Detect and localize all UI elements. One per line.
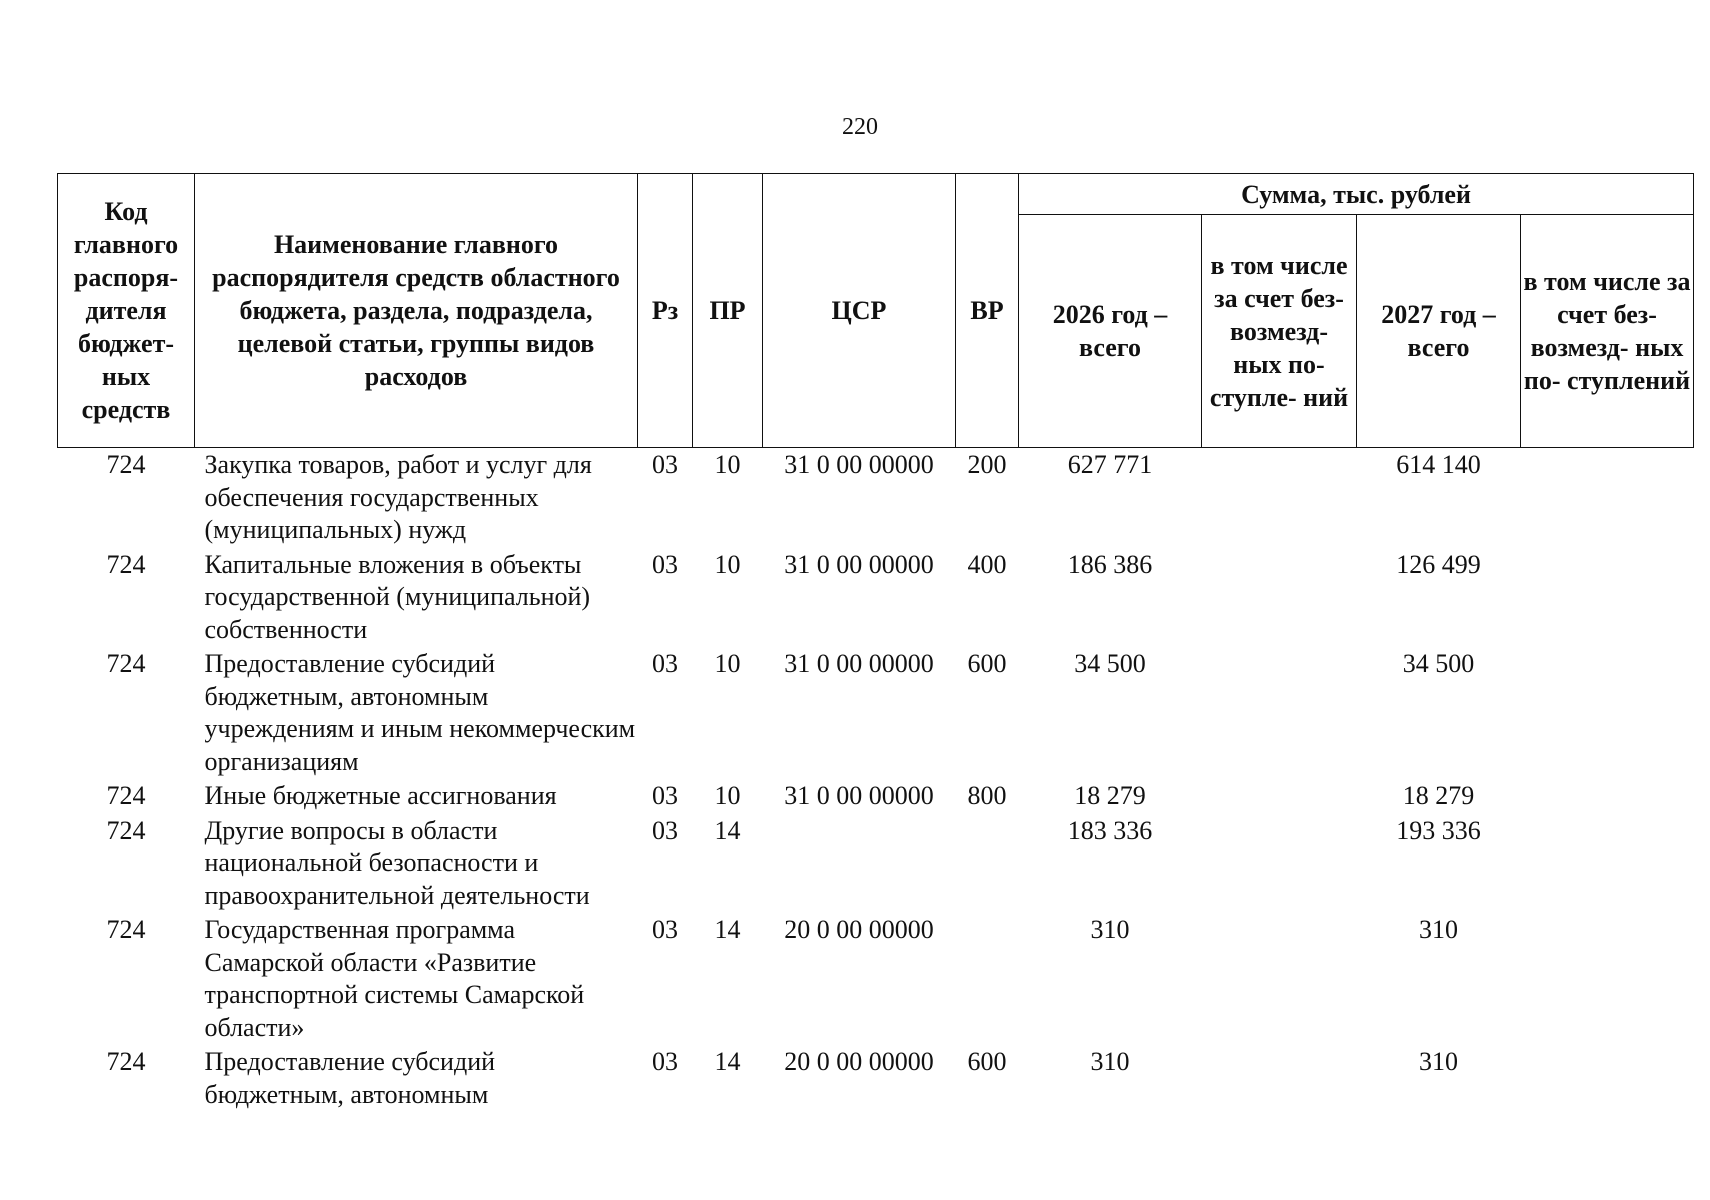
table-row [58, 779, 1694, 814]
header-2027-gratis: в том числе за счет без- возмезд- ных по- ступлений [1521, 215, 1694, 448]
cell-code: 724 [106, 649, 146, 678]
cell-code: 724 [106, 1047, 146, 1076]
cell-2027-total: 310 [1419, 1047, 1458, 1076]
cell-csr: 20 0 00 00000 [784, 1047, 934, 1076]
table-row [58, 647, 1694, 779]
cell-rz: 03 [652, 1047, 678, 1076]
cell-2027-total: 126 499 [1396, 549, 1481, 579]
cell-rz: 03 [652, 915, 678, 944]
cell-2027-gratis [1521, 814, 1694, 914]
cell-rz: 03 [652, 450, 678, 479]
cell-code: 724 [106, 915, 146, 944]
budget-table [57, 173, 1694, 1112]
cell-pr: 14 [714, 1047, 741, 1076]
cell-vr [956, 913, 1019, 1045]
cell-vr: 200 [967, 450, 1007, 479]
cell-code: 724 [106, 549, 146, 579]
cell-vr: 400 [967, 549, 1007, 579]
cell-2026-gratis [1202, 647, 1357, 779]
table-body [58, 448, 1694, 1113]
cell-csr: 31 0 00 00000 [784, 781, 934, 810]
cell-vr: 600 [967, 649, 1007, 678]
header-csr: ЦСР [763, 174, 956, 448]
cell-pr: 10 [714, 450, 741, 479]
cell-2026-total: 183 336 [1067, 815, 1153, 845]
table-row [58, 1045, 1694, 1112]
table-row [58, 548, 1694, 648]
cell-name: Предоставление субсидий бюджетным, автономным учреждениям и иным некоммерческим организациям [204, 649, 636, 776]
header-sum: Сумма, тыс. рублей [1019, 174, 1694, 215]
cell-name: Закупка товаров, работ и услуг для обеспечения государственных (муниципальных) нужд [204, 450, 592, 544]
cell-pr: 10 [714, 549, 741, 579]
cell-pr: 10 [714, 649, 741, 678]
header-name: Наименование главного распорядителя средств областного бюджета, раздела, подраздела, целевой статьи, группы видов расходов [195, 174, 638, 448]
cell-vr: 800 [967, 781, 1007, 810]
cell-2026-total: 310 [1090, 915, 1130, 944]
cell-2026-gratis [1202, 913, 1357, 1045]
cell-code: 724 [106, 450, 146, 479]
cell-name: Иные бюджетные ассигнования [204, 781, 557, 810]
header-vr: ВР [956, 174, 1019, 448]
cell-code: 724 [106, 815, 146, 845]
page-number: 220 [842, 114, 878, 140]
cell-code: 724 [106, 781, 146, 810]
cell-2027-gratis [1521, 448, 1694, 548]
header-2026-gratis: в том числе за счет без- возмезд- ных по- ступле- ний [1202, 215, 1357, 448]
cell-2027-total: 614 140 [1396, 450, 1481, 479]
cell-2026-gratis [1202, 448, 1357, 548]
cell-name: Капитальные вложения в объекты государственной (муниципальной) собственности [204, 549, 591, 644]
header-rz: Рз [638, 174, 693, 448]
table-row [58, 814, 1694, 914]
cell-name: Другие вопросы в области национальной безопасности и правоохранительной деятельности [204, 815, 590, 910]
cell-2026-total: 310 [1090, 1047, 1130, 1076]
cell-vr: 600 [967, 1047, 1007, 1076]
cell-csr: 31 0 00 00000 [784, 649, 934, 678]
cell-csr: 31 0 00 00000 [784, 549, 934, 579]
table-row [58, 913, 1694, 1045]
cell-2026-total: 18 279 [1074, 781, 1146, 810]
header-2026-total: 2026 год – всего [1019, 215, 1202, 448]
cell-2026-total: 627 771 [1067, 450, 1153, 479]
cell-2026-total: 186 386 [1067, 549, 1153, 579]
table-header [58, 174, 1694, 448]
cell-2027-gratis [1521, 779, 1694, 814]
cell-pr: 14 [714, 915, 741, 944]
cell-2027-total: 193 336 [1396, 815, 1481, 845]
cell-2027-gratis [1521, 913, 1694, 1045]
cell-2026-gratis [1202, 779, 1357, 814]
cell-rz: 03 [652, 781, 678, 810]
cell-rz: 03 [652, 649, 678, 678]
cell-pr: 14 [714, 815, 741, 845]
cell-2027-gratis [1521, 548, 1694, 648]
cell-2027-total: 34 500 [1402, 649, 1475, 678]
cell-vr [956, 814, 1019, 914]
cell-2026-gratis [1202, 548, 1357, 648]
cell-2026-gratis [1202, 814, 1357, 914]
cell-2026-gratis [1202, 1045, 1357, 1112]
cell-2027-total: 310 [1419, 915, 1458, 944]
cell-name: Государственная программа Самарской области «Развитие транспортной системы Самарской области» [204, 915, 585, 1042]
cell-2027-gratis [1521, 647, 1694, 779]
cell-csr: 20 0 00 00000 [784, 915, 934, 944]
cell-name: Предоставление субсидий бюджетным, автономным [204, 1047, 496, 1109]
cell-csr: 31 0 00 00000 [784, 450, 934, 479]
header-pr: ПР [693, 174, 763, 448]
cell-2026-total: 34 500 [1074, 649, 1146, 678]
cell-2027-total: 18 279 [1402, 781, 1475, 810]
cell-rz: 03 [652, 815, 678, 845]
cell-pr: 10 [714, 781, 741, 810]
cell-rz: 03 [652, 549, 678, 579]
table-row [58, 448, 1694, 548]
cell-2027-gratis [1521, 1045, 1694, 1112]
header-code: Код главного распоря- дителя бюджет- ных средств [58, 174, 195, 448]
header-2027-total: 2027 год – всего [1357, 215, 1521, 448]
cell-csr [763, 814, 956, 914]
